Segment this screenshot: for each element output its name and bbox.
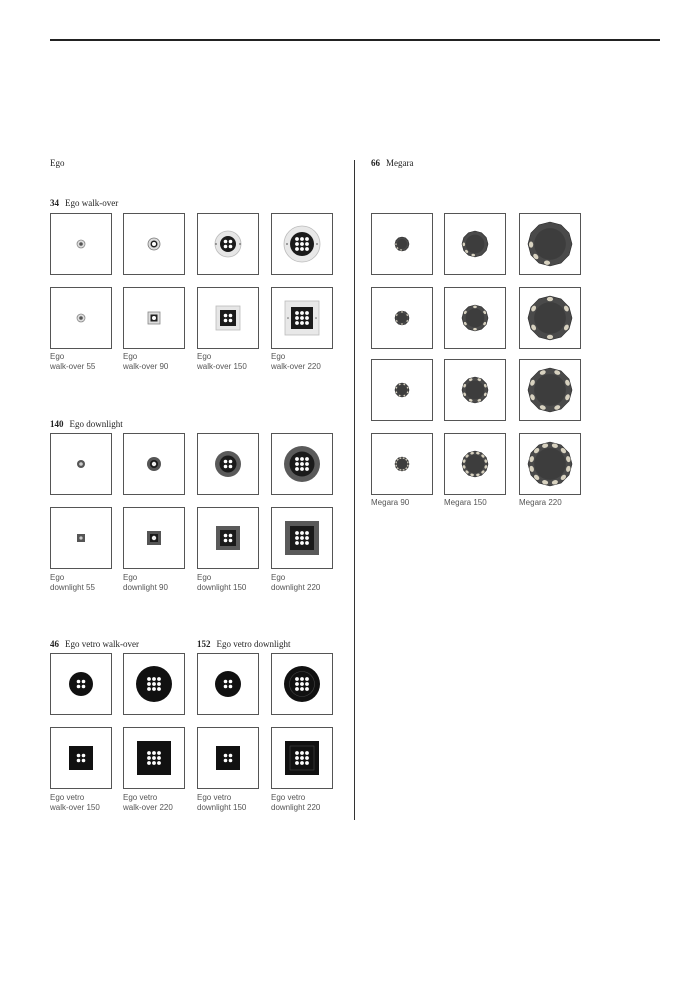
walkover-55-square-thumb[interactable]	[50, 287, 112, 349]
caption-walkover-220: Ego walk-over 220	[271, 352, 321, 371]
megara-title: Megara	[386, 158, 414, 168]
caption-walkover-90: Ego walk-over 90	[123, 352, 169, 371]
vetro-walkover-number: 46	[50, 639, 59, 649]
vetro-downlight-number: 152	[197, 639, 211, 649]
vetro-walkover-220-square-thumb[interactable]	[123, 727, 185, 789]
caption-downlight-220: Ego downlight 220	[271, 573, 321, 592]
caption-downlight-55: Ego downlight 55	[50, 573, 95, 592]
downlight-90-round-thumb[interactable]	[123, 433, 185, 495]
vetro-walkover-heading	[50, 639, 139, 649]
walkover-220-round-thumb[interactable]	[271, 213, 333, 275]
caption-downlight-150: Ego downlight 150	[197, 573, 247, 592]
caption-walkover-150: Ego walk-over 150	[197, 352, 247, 371]
vetro-walkover-title: Ego vetro walk-over	[65, 639, 139, 649]
walkover-150-square-thumb[interactable]	[197, 287, 259, 349]
caption-downlight-90: Ego downlight 90	[123, 573, 168, 592]
megara-150-variant-4-thumb[interactable]	[444, 433, 506, 495]
megara-90-variant-3-thumb[interactable]	[371, 359, 433, 421]
vetro-walkover-220-round-thumb[interactable]	[123, 653, 185, 715]
vetro-downlight-title: Ego vetro downlight	[216, 639, 291, 649]
vetro-downlight-150-round-thumb[interactable]	[197, 653, 259, 715]
vetro-downlight-heading	[197, 639, 291, 649]
caption-megara-220: Megara 220	[519, 498, 562, 507]
downlight-150-square-thumb[interactable]	[197, 507, 259, 569]
megara-number: 66	[371, 158, 380, 168]
walkover-number: 34	[50, 198, 59, 208]
caption-vetro-walkover-150: Ego vetro walk-over 150	[50, 793, 100, 812]
downlight-title: Ego downlight	[69, 419, 123, 429]
megara-220-variant-1-thumb[interactable]	[519, 213, 581, 275]
caption-vetro-downlight-150: Ego vetro downlight 150	[197, 793, 247, 812]
downlight-90-square-thumb[interactable]	[123, 507, 185, 569]
walkover-220-square-thumb[interactable]	[271, 287, 333, 349]
walkover-150-round-thumb[interactable]	[197, 213, 259, 275]
megara-150-variant-3-thumb[interactable]	[444, 359, 506, 421]
ego-heading: Ego	[50, 158, 65, 168]
walkover-title: Ego walk-over	[65, 198, 119, 208]
megara-150-variant-2-thumb[interactable]	[444, 287, 506, 349]
caption-walkover-55: Ego walk-over 55	[50, 352, 96, 371]
walkover-90-round-thumb[interactable]	[123, 213, 185, 275]
vetro-downlight-220-round-thumb[interactable]	[271, 653, 333, 715]
vetro-downlight-220-square-thumb[interactable]	[271, 727, 333, 789]
megara-150-variant-1-thumb[interactable]	[444, 213, 506, 275]
column-divider	[354, 160, 355, 820]
downlight-220-round-thumb[interactable]	[271, 433, 333, 495]
caption-vetro-downlight-220: Ego vetro downlight 220	[271, 793, 321, 812]
megara-90-variant-4-thumb[interactable]	[371, 433, 433, 495]
megara-220-variant-2-thumb[interactable]	[519, 287, 581, 349]
caption-megara-150: Megara 150	[444, 498, 487, 507]
megara-220-variant-3-thumb[interactable]	[519, 359, 581, 421]
downlight-220-square-thumb[interactable]	[271, 507, 333, 569]
downlight-heading	[50, 419, 123, 429]
vetro-walkover-150-square-thumb[interactable]	[50, 727, 112, 789]
megara-90-variant-2-thumb[interactable]	[371, 287, 433, 349]
downlight-55-square-thumb[interactable]	[50, 507, 112, 569]
caption-vetro-walkover-220: Ego vetro walk-over 220	[123, 793, 173, 812]
caption-megara-90: Megara 90	[371, 498, 410, 507]
downlight-150-round-thumb[interactable]	[197, 433, 259, 495]
vetro-walkover-150-round-thumb[interactable]	[50, 653, 112, 715]
walkover-90-square-thumb[interactable]	[123, 287, 185, 349]
top-rule	[50, 39, 660, 41]
downlight-55-round-thumb[interactable]	[50, 433, 112, 495]
megara-220-variant-4-thumb[interactable]	[519, 433, 581, 495]
walkover-55-round-thumb[interactable]	[50, 213, 112, 275]
downlight-number: 140	[50, 419, 64, 429]
megara-90-variant-1-thumb[interactable]	[371, 213, 433, 275]
vetro-downlight-150-square-thumb[interactable]	[197, 727, 259, 789]
megara-heading	[371, 158, 413, 168]
walkover-heading	[50, 198, 118, 208]
